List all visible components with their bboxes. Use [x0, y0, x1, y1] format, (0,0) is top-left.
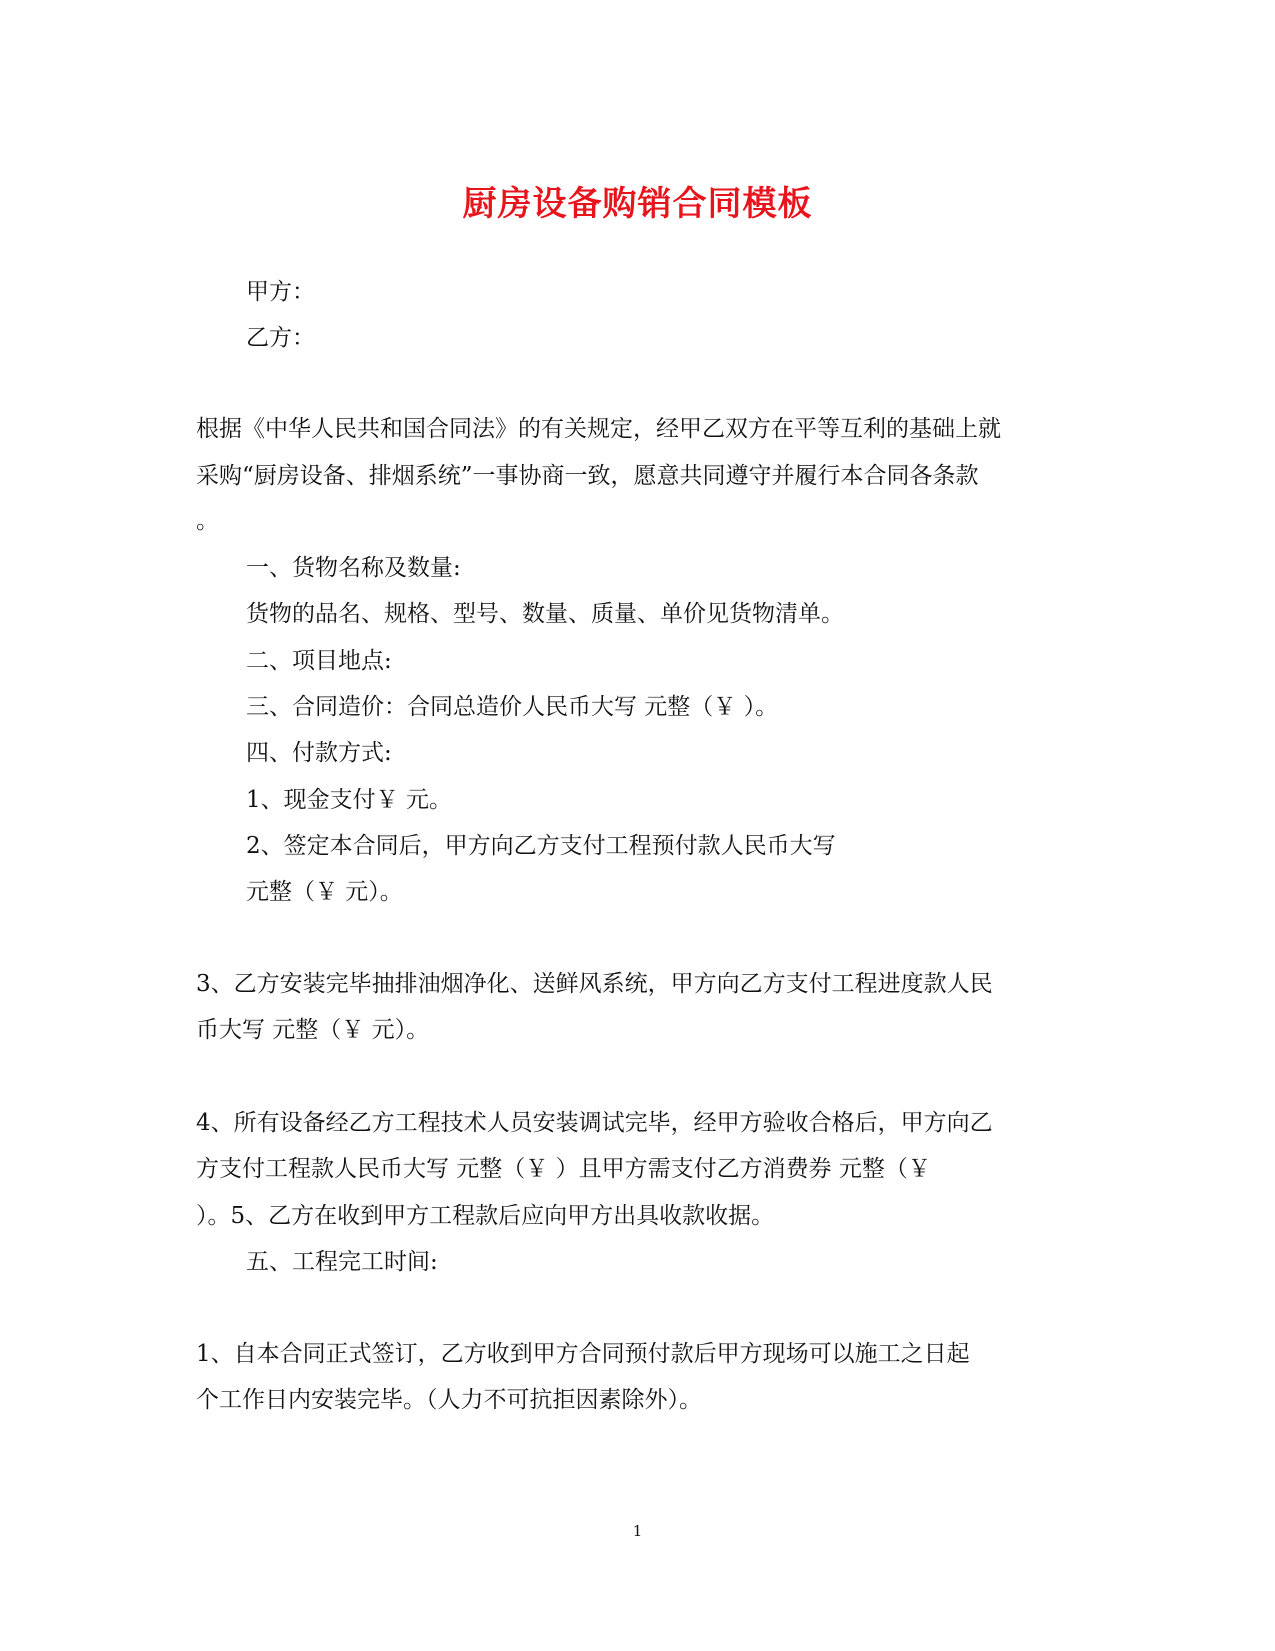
preamble-line-3: 。: [196, 508, 219, 534]
completion-item-1-line-2: 个工作日内安装完毕。（人力不可抗拒因素除外）。: [196, 1387, 702, 1413]
document-title: 厨房设备购销合同模板: [462, 184, 813, 224]
party-a-line: 甲方：: [246, 279, 315, 305]
payment-item-1: 1、现金支付￥ 元。: [246, 787, 452, 813]
section-4-heading: 四、付款方式:: [246, 740, 392, 766]
payment-item-2-line-1: 2、签定本合同后，甲方向乙方支付工程预付款人民币大写: [246, 833, 836, 859]
payment-item-2-line-2: 元整（￥ 元）。: [246, 879, 403, 905]
payment-item-3-line-1: 3、乙方安装完毕抽排油烟净化、送鲜风系统，甲方向乙方支付工程进度款人民: [196, 971, 993, 997]
preamble-line-1: 根据《中华人民共和国合同法》的有关规定，经甲乙双方在平等互利的基础上就: [196, 416, 1001, 442]
completion-item-1-line-1: 1、自本合同正式签订，乙方收到甲方合同预付款后甲方现场可以施工之日起: [196, 1341, 970, 1367]
party-b-line: 乙方：: [246, 325, 315, 351]
section-3-heading: 三、合同造价：合同总造价人民币大写 元整（￥ ）。: [246, 694, 779, 720]
payment-item-4-line-3: ）。5、乙方在收到甲方工程款后应向甲方出具收款收据。: [196, 1203, 775, 1229]
section-5-heading: 五、工程完工时间:: [246, 1249, 438, 1275]
preamble-line-2: 采购“厨房设备、排烟系统”一事协商一致，愿意共同遵守并履行本合同各条款: [196, 463, 979, 489]
payment-item-4-line-1: 4、所有设备经乙方工程技术人员安装调试完毕，经甲方验收合格后，甲方向乙: [196, 1110, 993, 1136]
payment-item-3-line-2: 币大写 元整（￥ 元）。: [196, 1017, 430, 1043]
section-2-heading: 二、项目地点:: [246, 648, 392, 674]
section-1-text: 货物的品名、规格、型号、数量、质量、单价见货物清单。: [246, 601, 844, 627]
page-number: 1: [632, 1522, 643, 1540]
section-1-heading: 一、货物名称及数量:: [246, 555, 461, 581]
payment-item-4-line-2: 方支付工程款人民币大写 元整（￥ ）且甲方需支付乙方消费券 元整（￥: [196, 1156, 931, 1182]
